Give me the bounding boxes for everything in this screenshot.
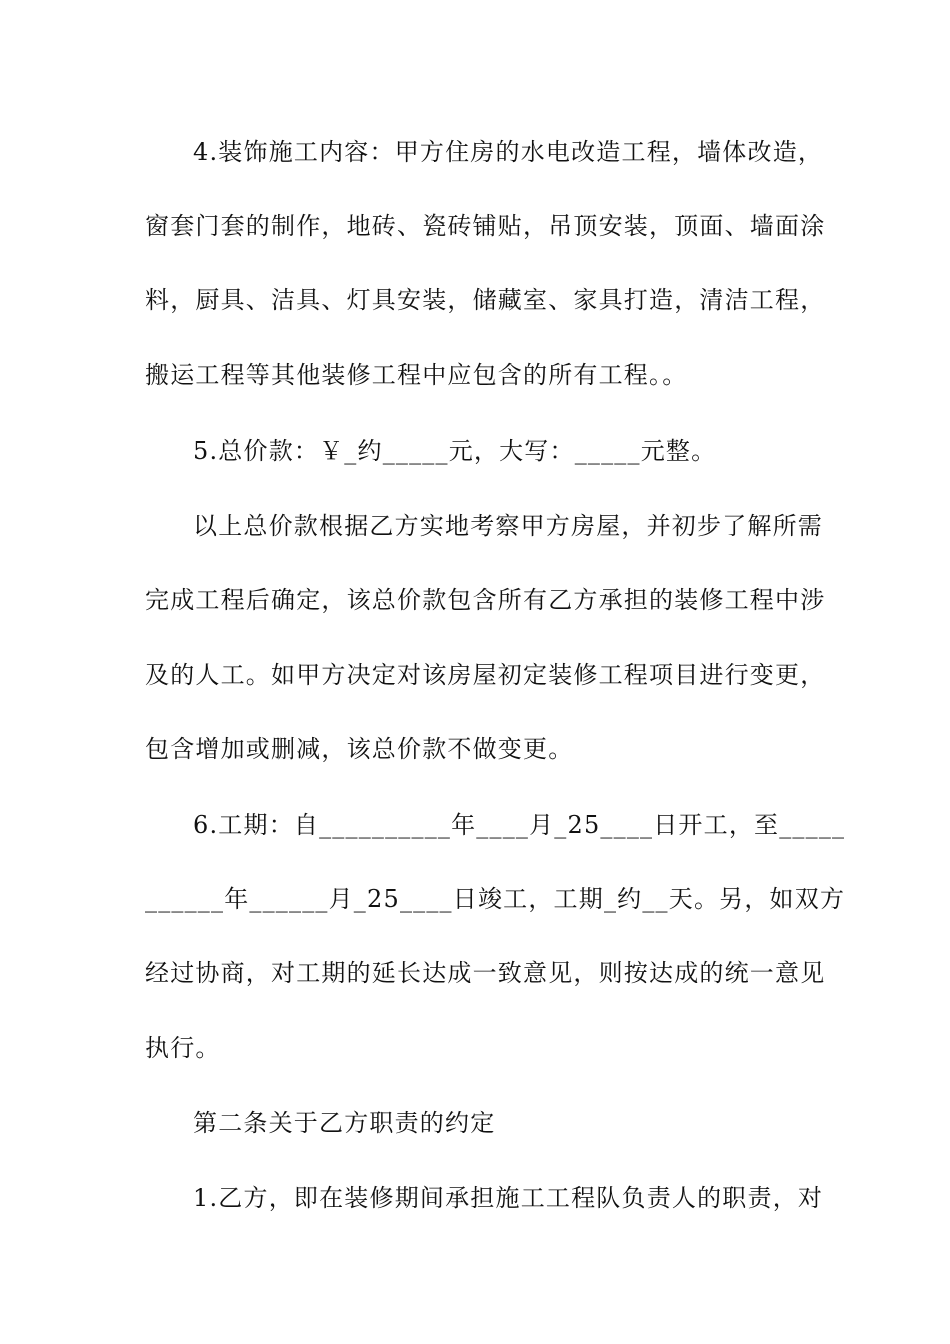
- clause-6-line-3: 经过协商，对工期的延长达成一致意见，则按达成的统一意见: [145, 959, 826, 987]
- clause-4-line-3: 料，厨具、洁具、灯具安装，储藏室、家具打造，清洁工程，: [145, 286, 826, 314]
- clause-4-line-2: 窗套门套的制作，地砖、瓷砖铺贴，吊顶安装，顶面、墙面涂: [145, 212, 826, 240]
- price-note-line-4: 包含增加或删减，该总价款不做变更。: [145, 735, 574, 763]
- clause-4-line-1: 4.装饰施工内容：甲方住房的水电改造工程，墙体改造，: [193, 138, 824, 166]
- price-note-line-3: 及的人工。如甲方决定对该房屋初定装修工程项目进行变更，: [145, 661, 826, 689]
- price-note-line-2: 完成工程后确定，该总价款包含所有乙方承担的装修工程中涉: [145, 586, 826, 614]
- clause-4-line-4: 搬运工程等其他装修工程中应包含的所有工程。。: [145, 361, 688, 389]
- clause-6-line-1: 6.工期：自__________年____月_25____日开工，至_____: [193, 811, 846, 839]
- article-2-heading: 第二条关于乙方职责的约定: [193, 1109, 496, 1137]
- clause-6-line-4: 执行。: [145, 1034, 221, 1062]
- clause-6-line-2: ______年______月_25____日竣工，工期_约__天。另，如双方: [145, 885, 846, 913]
- clause-5-price: 5.总价款：￥_约_____元，大写：_____元整。: [193, 437, 717, 465]
- article-2-item-1: 1.乙方，即在装修期间承担施工工程队负责人的职责，对: [193, 1184, 824, 1212]
- price-note-line-1: 以上总价款根据乙方实地考察甲方房屋，并初步了解所需: [193, 512, 823, 540]
